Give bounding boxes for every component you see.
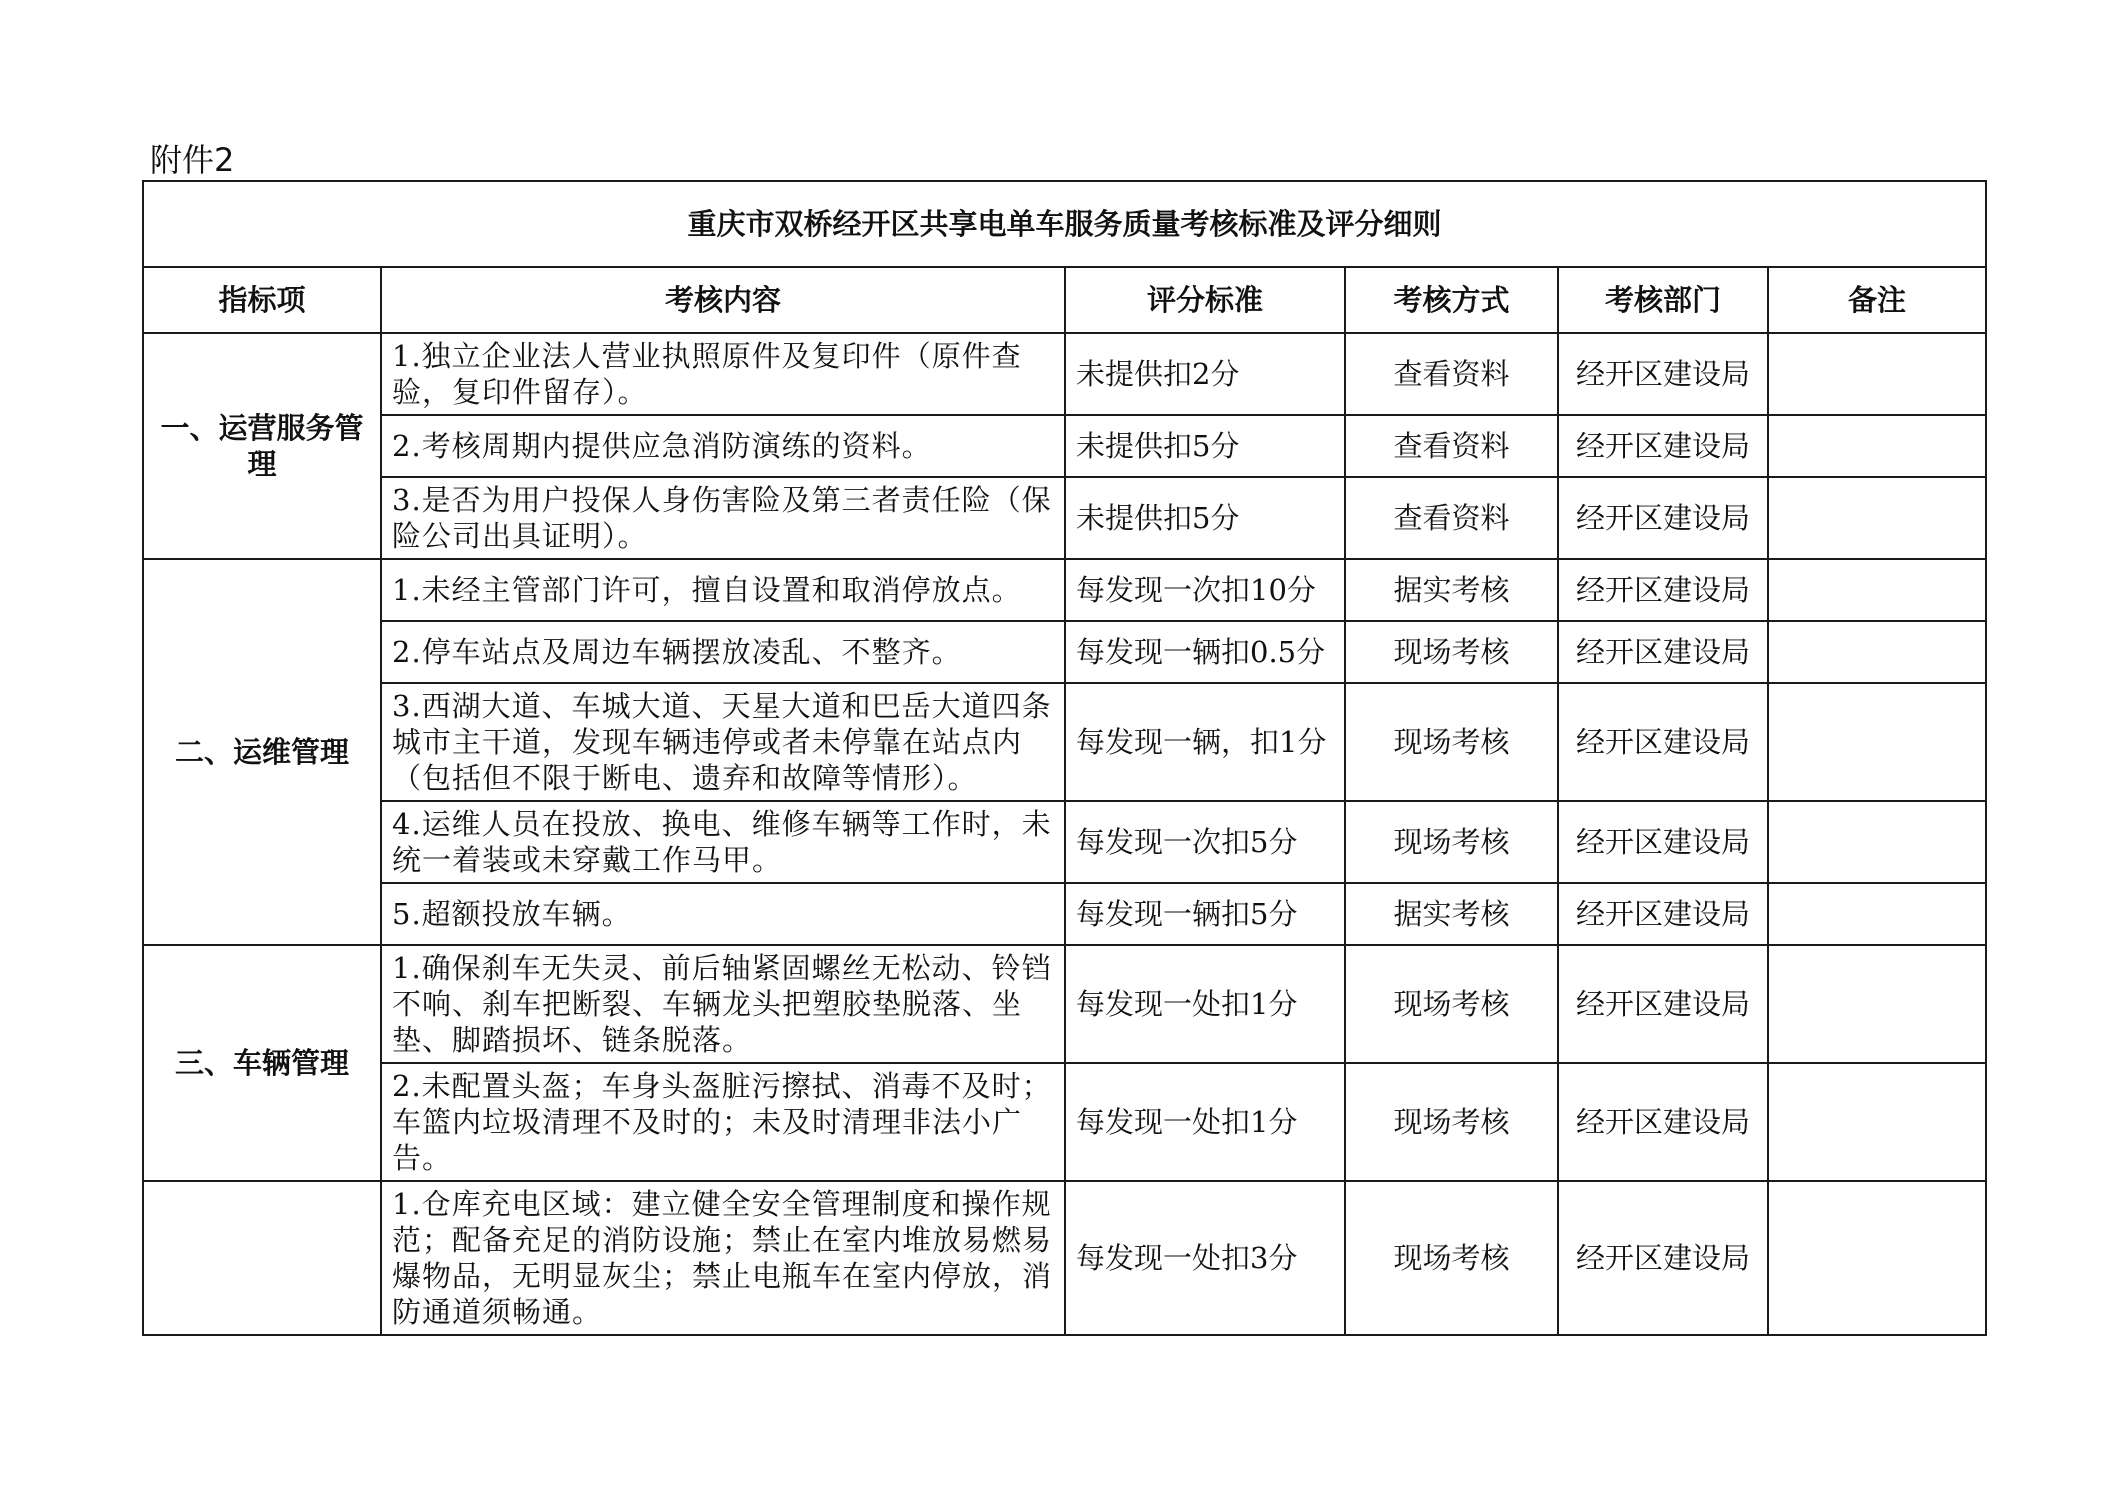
attachment-label: 附件2	[150, 141, 235, 179]
department-cell: 经开区建设局	[1558, 683, 1768, 801]
method-cell: 据实考核	[1345, 559, 1558, 621]
method-cell: 现场考核	[1345, 801, 1558, 883]
department-cell: 经开区建设局	[1558, 559, 1768, 621]
remarks-cell	[1768, 1181, 1986, 1335]
method-cell: 查看资料	[1345, 477, 1558, 559]
remarks-cell	[1768, 559, 1986, 621]
remarks-cell	[1768, 477, 1986, 559]
content-cell: 3.是否为用户投保人身伤害险及第三者责任险（保险公司出具证明）。	[381, 477, 1065, 559]
remarks-cell	[1768, 1063, 1986, 1181]
header-standard: 评分标准	[1065, 267, 1345, 333]
method-cell: 现场考核	[1345, 1181, 1558, 1335]
header-remarks: 备注	[1768, 267, 1986, 333]
remarks-cell	[1768, 883, 1986, 945]
department-cell: 经开区建设局	[1558, 801, 1768, 883]
content-cell: 2.停车站点及周边车辆摆放凌乱、不整齐。	[381, 621, 1065, 683]
content-cell: 5.超额投放车辆。	[381, 883, 1065, 945]
content-cell: 1.未经主管部门许可，擅自设置和取消停放点。	[381, 559, 1065, 621]
method-cell: 查看资料	[1345, 415, 1558, 477]
method-cell: 现场考核	[1345, 621, 1558, 683]
department-cell: 经开区建设局	[1558, 883, 1768, 945]
method-cell: 据实考核	[1345, 883, 1558, 945]
category-cell: 二、运维管理	[143, 559, 381, 945]
standard-cell: 每发现一辆，扣1分	[1065, 683, 1345, 801]
table-row	[143, 883, 1986, 945]
header-content: 考核内容	[381, 267, 1065, 333]
remarks-cell	[1768, 683, 1986, 801]
header-indicator: 指标项	[143, 267, 381, 333]
method-cell: 现场考核	[1345, 683, 1558, 801]
department-cell: 经开区建设局	[1558, 621, 1768, 683]
content-cell: 3.西湖大道、车城大道、天星大道和巴岳大道四条城市主干道，发现车辆违停或者未停靠在站点内（包括但不限于断电、遗弃和故障等情形）。	[381, 683, 1065, 801]
standard-cell: 未提供扣2分	[1065, 333, 1345, 415]
table-row	[143, 1181, 1986, 1335]
table-row	[143, 683, 1986, 801]
standard-cell: 未提供扣5分	[1065, 477, 1345, 559]
table-row	[143, 415, 1986, 477]
table-title: 重庆市双桥经开区共享电单车服务质量考核标准及评分细则	[143, 181, 1986, 267]
content-cell: 4.运维人员在投放、换电、维修车辆等工作时，未统一着装或未穿戴工作马甲。	[381, 801, 1065, 883]
department-cell: 经开区建设局	[1558, 1063, 1768, 1181]
table-row	[143, 477, 1986, 559]
remarks-cell	[1768, 945, 1986, 1063]
table-row	[143, 333, 1986, 415]
header-method: 考核方式	[1345, 267, 1558, 333]
department-cell: 经开区建设局	[1558, 945, 1768, 1063]
remarks-cell	[1768, 415, 1986, 477]
method-cell: 查看资料	[1345, 333, 1558, 415]
table-row	[143, 1063, 1986, 1181]
table-row	[143, 945, 1986, 1063]
content-cell: 1.仓库充电区域：建立健全安全管理制度和操作规范；配备充足的消防设施；禁止在室内堆放易燃易爆物品，无明显灰尘；禁止电瓶车在室内停放，消防通道须畅通。	[381, 1181, 1065, 1335]
department-cell: 经开区建设局	[1558, 333, 1768, 415]
method-cell: 现场考核	[1345, 1063, 1558, 1181]
remarks-cell	[1768, 333, 1986, 415]
department-cell: 经开区建设局	[1558, 477, 1768, 559]
department-cell: 经开区建设局	[1558, 1181, 1768, 1335]
content-cell: 1.独立企业法人营业执照原件及复印件（原件查验，复印件留存）。	[381, 333, 1065, 415]
table-row	[143, 559, 1986, 621]
standard-cell: 每发现一处扣1分	[1065, 1063, 1345, 1181]
content-cell: 1.确保刹车无失灵、前后轴紧固螺丝无松动、铃铛不响、刹车把断裂、车辆龙头把塑胶垫脱落、坐垫、脚踏损坏、链条脱落。	[381, 945, 1065, 1063]
standard-cell: 每发现一处扣1分	[1065, 945, 1345, 1063]
content-cell: 2.考核周期内提供应急消防演练的资料。	[381, 415, 1065, 477]
standard-cell: 每发现一辆扣5分	[1065, 883, 1345, 945]
standard-cell: 未提供扣5分	[1065, 415, 1345, 477]
header-department: 考核部门	[1558, 267, 1768, 333]
content-cell: 2.未配置头盔；车身头盔脏污擦拭、消毒不及时；车篮内垃圾清理不及时的；未及时清理非法小广告。	[381, 1063, 1065, 1181]
standard-cell: 每发现一次扣5分	[1065, 801, 1345, 883]
assessment-table	[142, 180, 1987, 1336]
table-row	[143, 801, 1986, 883]
method-cell: 现场考核	[1345, 945, 1558, 1063]
standard-cell: 每发现一处扣3分	[1065, 1181, 1345, 1335]
standard-cell: 每发现一次扣10分	[1065, 559, 1345, 621]
category-cell: 三、车辆管理	[143, 945, 381, 1181]
header-row	[143, 267, 1986, 333]
category-cell	[143, 1181, 381, 1335]
category-cell: 一、运营服务管理	[143, 333, 381, 559]
remarks-cell	[1768, 621, 1986, 683]
standard-cell: 每发现一辆扣0.5分	[1065, 621, 1345, 683]
department-cell: 经开区建设局	[1558, 415, 1768, 477]
table-row	[143, 621, 1986, 683]
remarks-cell	[1768, 801, 1986, 883]
